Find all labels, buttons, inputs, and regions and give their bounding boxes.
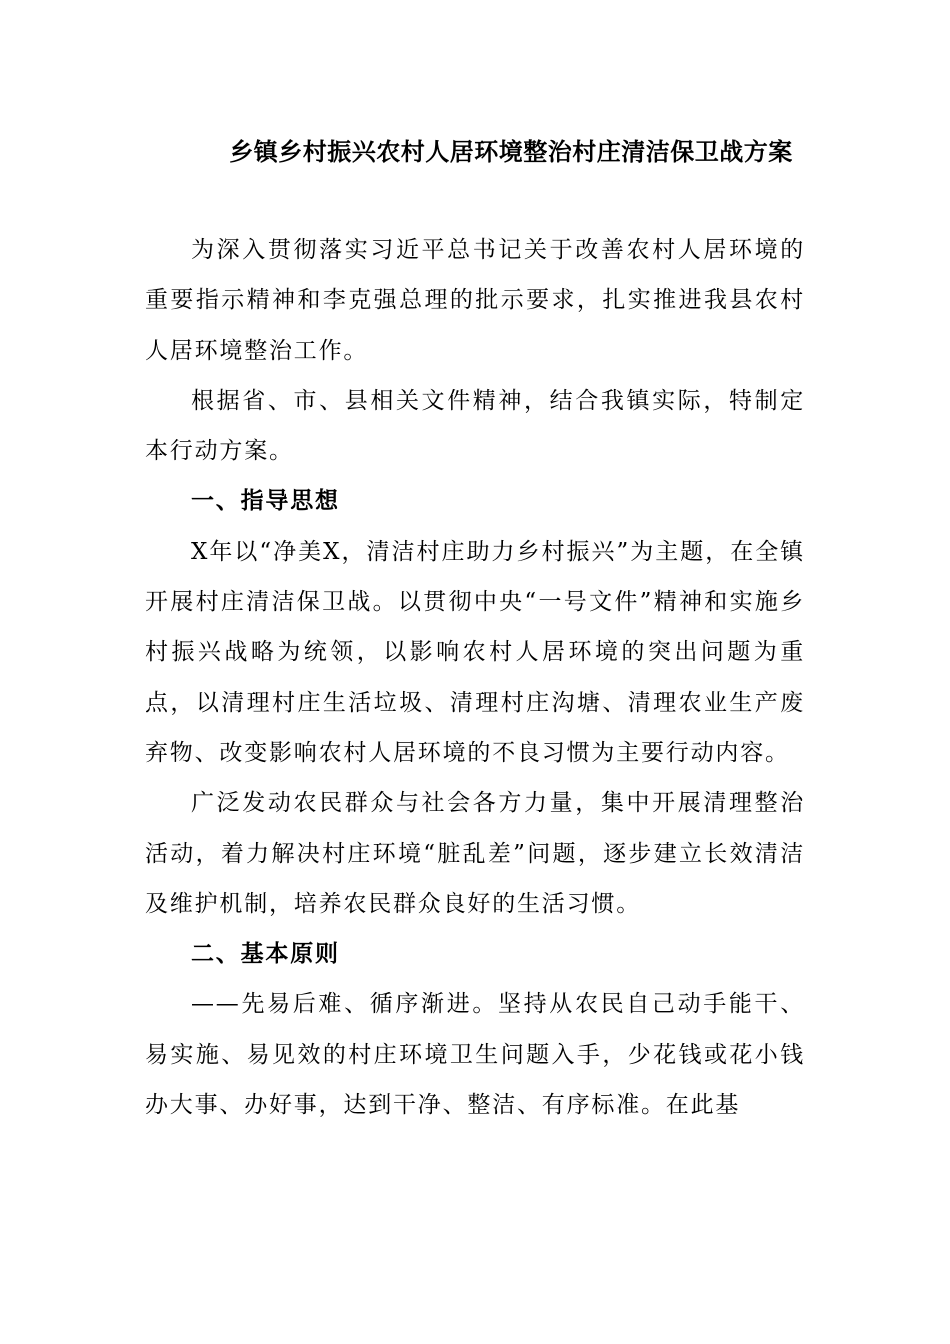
paragraph-guiding-thought: X年以“净美X，清洁村庄助力乡村振兴”为主题，在全镇开展村庄清洁保卫战。以贯彻中央“一号文件”精神和实施乡村振兴战略为统领，以影响农村人居环境的突出问题为重点，以清理村庄生活垃圾、清理村庄沟塘、清理农业生产废弃物、改变影响农村人居环境的不良习惯为主要行动内容。 bbox=[145, 538, 805, 766]
paragraph-intro: 为深入贯彻落实习近平总书记关于改善农村人居环境的重要指示精神和李克强总理的批示要求，扎实推进我县农村人居环境整治工作。 bbox=[145, 237, 805, 364]
paragraph-principle-one: ——先易后难、循序渐进。坚持从农民自己动手能干、易实施、易见效的村庄环境卫生问题入手，少花钱或花小钱办大事、办好事，达到干净、整洁、有序标准。在此基 bbox=[145, 991, 805, 1119]
paragraph-basis: 根据省、市、县相关文件精神，结合我镇实际，特制定本行动方案。 bbox=[145, 387, 805, 465]
section-heading-basic-principles: 二、基本原则 bbox=[191, 940, 340, 968]
document-body bbox=[145, 225, 805, 1130]
section-heading-guiding-thought: 一、指导思想 bbox=[191, 487, 340, 515]
document-title: 乡镇乡村振兴农村人居环境整治村庄清洁保卫战方案 bbox=[229, 137, 793, 166]
paragraph-mobilization: 广泛发动农民群众与社会各方力量，集中开展清理整治活动，着力解决村庄环境“脏乱差”问题，逐步建立长效清洁及维护机制，培养农民群众良好的生活习惯。 bbox=[145, 790, 805, 917]
